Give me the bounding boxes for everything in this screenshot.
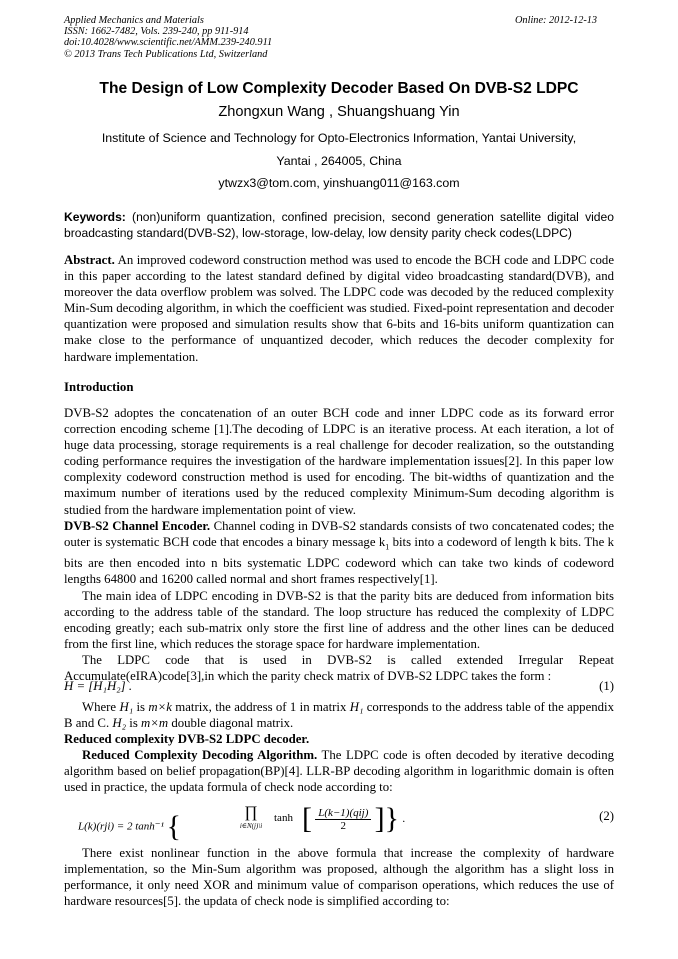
equation-2-product: ∏ [244, 804, 258, 821]
doi-line: doi:10.4028/www.scientific.net/AMM.239-240.911 [64, 37, 273, 49]
paper-title: The Design of Low Complexity Decoder Based On DVB-S2 LDPC [99, 80, 579, 97]
introduction-heading: Introduction [64, 380, 134, 394]
online-date: Online: 2012-12-13 [515, 15, 598, 26]
abstract [64, 252, 614, 365]
paper-authors: Zhongxun Wang , Shuangshuang Yin [218, 104, 460, 120]
min-sum-paragraph: There exist nonlinear function in the above formula that increase the complexity of hardware implementation, so the Min-Sum algorithm was proposed, although the algorithm has a slight loss in performance, it only need XOR and minimum value of comparison operations, which reduces the use of hardware resources[5]. the updata of check node is simplified according to: [64, 846, 614, 909]
eira-paragraph: The LDPC code that is used in DVB-S2 is called extended Irregular Repeat Accumulate(eIRA)code[3],in which the parity check matrix of DVB-S2 LDPC takes the form : [64, 652, 614, 684]
author-emails: ytwzx3@tom.com, yinshuang011@163.com [218, 176, 460, 190]
encoder-heading: DVB-S2 Channel Encoder. [64, 518, 211, 533]
where-paragraph: Where H₁ is m×k matrix, the address of 1 in matrix H₁ corresponds to the address table of the appendix B and C. H₂ is m×m double diagonal matrix. Reduced complexity DVB-S2 LDPC decoder. Reduced Complexity Decoding Algorithm. The LDPC code is often decoded by iterative decoding algorithm based on belief propagation(BP)[4]. LLR-BP decoding algorithm in logarithmic domain is often used in practice, the updata formula of check node according to: [64, 700, 614, 795]
equation-2: L(k)(rji) = 2 tanh⁻¹ { ∏ i∈N(j)\i tanh [ $\frac{\text{L(k−1)(qij)}}{2}$ ]} . (2) [78, 802, 614, 843]
equation-1-number: (1) [599, 679, 614, 693]
equation-1 [64, 679, 614, 694]
keywords [64, 209, 614, 241]
affiliation-line-1: Institute of Science and Technology for Opto-Electronics Information, Yantai University, [101, 131, 577, 145]
equation-2-index: i∈N(j)\i [239, 822, 263, 830]
encoder-paragraph: DVB-S2 Channel Encoder. Channel coding in DVB-S2 standards consists of two concatenated codes; the outer is systematic BCH code that encodes a binary message $k_1$ bits into a codeword of length k bits. The k bits are then encoded into n bits systematic LDPC codeword which can take two kinds of codeword lengths 64800 and 16200 called normal and short frames respectively[1]. [64, 518, 614, 587]
equation-2-denominator: 2 [340, 819, 347, 832]
equation-1-body: H = [H₁H₂] . [64, 679, 133, 693]
decoder-subheading: Reduced Complexity Decoding Algorithm. [82, 748, 318, 763]
equation-2-numerator: L(k−1)(qij) [315, 807, 371, 820]
introduction-text [64, 405, 614, 684]
intro-paragraph: DVB-S2 adoptes the concatenation of an outer BCH code and inner LDPC code as its forward error correction encoding scheme [1].The decoding of LDPC is an iterative process. At each iteration, a lot of huge data processing, storage requirements is a real challenge for decoder realization, so the outstanding coding performance requires the investigation of the hardware implementation issues[2]. In this paper low complexity codeword construction method is used for encoding. The bit-widths of quantization and the maximum number of iterations used by the reduced complexity Minimum-Sum decoding algorithm is studied from the hardware implementation point of view. [64, 406, 614, 517]
journal-name: Applied Mechanics and Materials [64, 15, 204, 26]
decoder-paragraph: Reduced Complexity Decoding Algorithm. The LDPC code is often decoded by iterative decoding algorithm based on belief propagation(BP)[4]. LLR-BP decoding algorithm in logarithmic domain is often used in practice, the updata formula of check node according to: [64, 748, 614, 795]
equation-2-tanh: tanh [274, 812, 293, 824]
abstract-text: An improved codeword construction method was used to encode the BCH code and LDPC code in this paper according to the latest standard defined by digital video broadcasting standard(DVB), and moreover the data overflow problem was solved. The LDPC code was decoded by the reduced complexity Min-Sum decoding algorithm, in which the coefficient was studied. Fixed-point representation and decoder quantization were proposed and simulation results show that 6-bits and 16-bits uniform quantization can make close to the performance of unquantized decoder, which reduces the decoder complexity for hardware implementation. [64, 253, 614, 364]
keywords-label: Keywords: [64, 210, 126, 224]
decoder-heading: Reduced complexity DVB-S2 LDPC decoder. [64, 732, 310, 747]
abstract-label: Abstract. [64, 253, 115, 267]
equation-2-number: (2) [599, 809, 614, 823]
copyright-line: © 2013 Trans Tech Publications Ltd, Switzerland [64, 48, 268, 60]
encoding-idea-paragraph: The main idea of LDPC encoding in DVB-S2 is that the parity bits are deduced from information bits according to the address table of the standard. The loop structure has reduced the complexity of LDPC encoding greatly; each sub-matrix only store the first line of address and the other lines can be deduced from the first line, which reduces the storage space for hardware implementation. [64, 588, 614, 651]
affiliation-line-2: Yantai , 264005, China [276, 154, 402, 168]
keywords-text: (non)uniform quantization, confined precision, second generation satellite digital video broadcasting standard(DVB-S2), low-storage, low-delay, low density parity check codes(LDPC) [64, 210, 614, 240]
equation-2-lhs: L(k)(rji) = 2 tanh⁻¹ [78, 820, 164, 833]
issn-line: ISSN: 1662-7482, Vols. 239-240, pp 911-914 [64, 26, 249, 38]
journal-header [64, 15, 272, 60]
